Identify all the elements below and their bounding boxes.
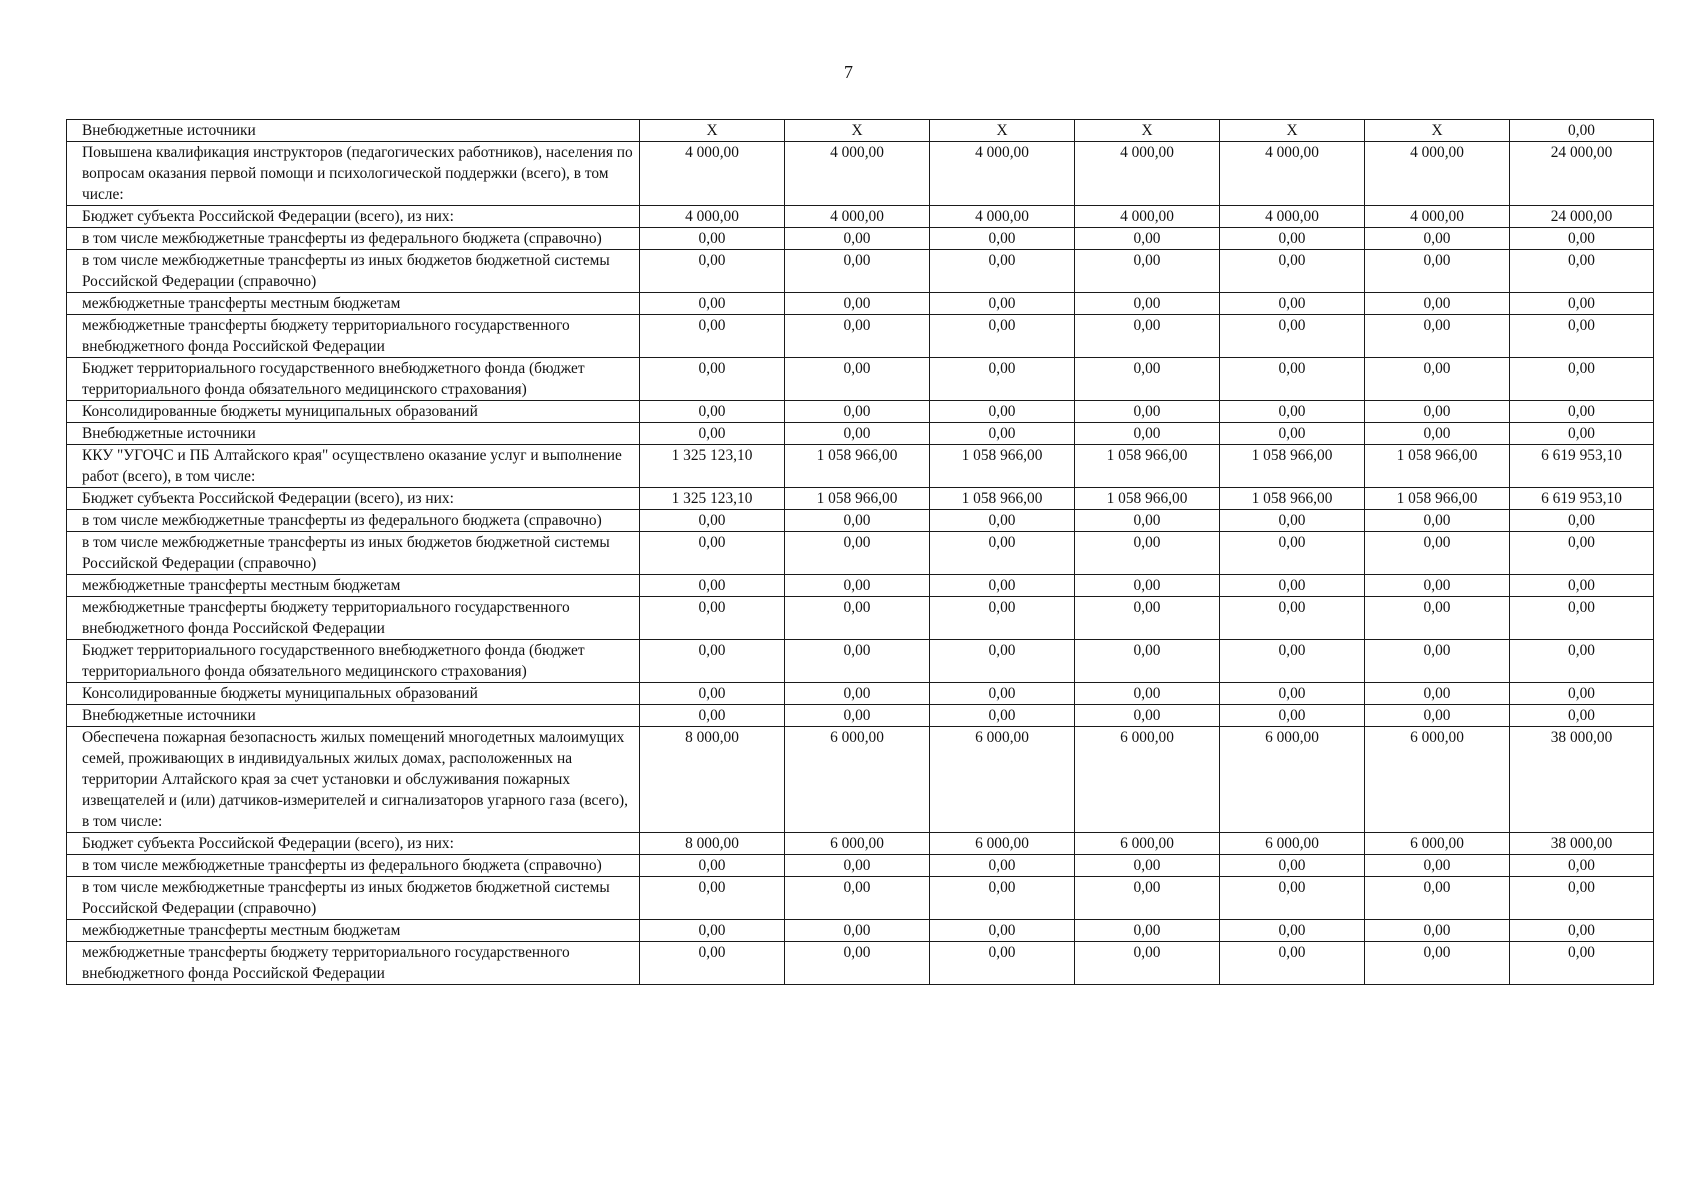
year-value-cell: 0,00	[640, 228, 785, 250]
year-value-cell: 0,00	[1075, 575, 1220, 597]
year-value-cell: 0,00	[785, 315, 930, 358]
year-value-cell: 0,00	[785, 575, 930, 597]
year-value-cell: 1 058 966,00	[1220, 488, 1365, 510]
total-value-cell: 0,00	[1510, 855, 1654, 877]
total-value-cell: 0,00	[1510, 575, 1654, 597]
total-value-cell: 0,00	[1510, 423, 1654, 445]
year-value-cell: 0,00	[1075, 705, 1220, 727]
year-value-cell: 6 000,00	[930, 833, 1075, 855]
year-value-cell: 0,00	[930, 532, 1075, 575]
year-value-cell: 0,00	[1365, 423, 1510, 445]
year-value-cell: 0,00	[785, 855, 930, 877]
year-value-cell: 0,00	[1365, 597, 1510, 640]
total-value-cell: 38 000,00	[1510, 833, 1654, 855]
year-value-cell: 0,00	[1365, 358, 1510, 401]
year-value-cell: 1 058 966,00	[930, 488, 1075, 510]
total-value-cell: 0,00	[1510, 683, 1654, 705]
total-value-cell: 0,00	[1510, 228, 1654, 250]
table-row	[67, 228, 1654, 250]
table-row	[67, 597, 1654, 640]
total-value-cell: 24 000,00	[1510, 142, 1654, 206]
year-value-cell: 4 000,00	[1075, 142, 1220, 206]
year-value-cell: 4 000,00	[1220, 206, 1365, 228]
year-value-cell: 0,00	[930, 228, 1075, 250]
total-value-cell: 0,00	[1510, 532, 1654, 575]
budget-table	[66, 119, 1654, 985]
year-value-cell: 6 000,00	[1075, 833, 1220, 855]
year-value-cell: 0,00	[785, 532, 930, 575]
total-value-cell: 0,00	[1510, 640, 1654, 683]
year-value-cell: 0,00	[930, 705, 1075, 727]
year-value-cell: 0,00	[930, 640, 1075, 683]
year-value-cell: 0,00	[1365, 855, 1510, 877]
year-value-cell: 0,00	[1075, 942, 1220, 985]
total-value-cell: 6 619 953,10	[1510, 488, 1654, 510]
year-value-cell: 0,00	[930, 877, 1075, 920]
year-value-cell: 8 000,00	[640, 727, 785, 833]
year-value-cell: 0,00	[1365, 293, 1510, 315]
year-value-cell: 0,00	[930, 510, 1075, 532]
year-value-cell: 4 000,00	[930, 206, 1075, 228]
year-value-cell: 0,00	[1075, 510, 1220, 532]
year-value-cell: 0,00	[1220, 250, 1365, 293]
row-label: в том числе межбюджетные трансферты из иных бюджетов бюджетной системы Российской Федерации (справочно)	[67, 877, 640, 920]
table-row	[67, 315, 1654, 358]
year-value-cell: 8 000,00	[640, 833, 785, 855]
year-value-cell: 0,00	[1220, 510, 1365, 532]
year-value-cell: 0,00	[785, 683, 930, 705]
year-value-cell: 0,00	[1365, 683, 1510, 705]
year-value-cell: 0,00	[640, 250, 785, 293]
total-value-cell: 0,00	[1510, 877, 1654, 920]
year-value-cell: 0,00	[1075, 401, 1220, 423]
year-value-cell: 0,00	[785, 920, 930, 942]
year-value-cell: 6 000,00	[1075, 727, 1220, 833]
year-value-cell: 0,00	[930, 597, 1075, 640]
year-value-cell: 0,00	[640, 401, 785, 423]
year-value-cell: 1 058 966,00	[785, 445, 930, 488]
year-value-cell: 1 058 966,00	[1075, 445, 1220, 488]
year-value-cell: 0,00	[1220, 293, 1365, 315]
table-row	[67, 510, 1654, 532]
year-value-cell: 0,00	[640, 597, 785, 640]
total-value-cell: 0,00	[1510, 250, 1654, 293]
year-value-cell: 4 000,00	[1075, 206, 1220, 228]
year-value-cell: 0,00	[930, 423, 1075, 445]
year-value-cell: 0,00	[1220, 877, 1365, 920]
year-value-cell: 0,00	[1220, 228, 1365, 250]
total-value-cell: 0,00	[1510, 293, 1654, 315]
row-label: межбюджетные трансферты местным бюджетам	[67, 920, 640, 942]
row-label: в том числе межбюджетные трансферты из федерального бюджета (справочно)	[67, 228, 640, 250]
year-value-cell: 0,00	[930, 401, 1075, 423]
table-row	[67, 920, 1654, 942]
total-value-cell: 0,00	[1510, 358, 1654, 401]
year-value-cell: 0,00	[1365, 510, 1510, 532]
year-value-cell: 1 058 966,00	[1365, 445, 1510, 488]
total-value-cell: 0,00	[1510, 510, 1654, 532]
year-value-cell: 0,00	[930, 575, 1075, 597]
page-number: 7	[844, 62, 853, 82]
year-value-cell: 0,00	[640, 423, 785, 445]
year-value-cell: 0,00	[1220, 683, 1365, 705]
year-value-cell: 0,00	[1075, 358, 1220, 401]
year-value-cell: 0,00	[1220, 705, 1365, 727]
year-value-cell: 0,00	[785, 597, 930, 640]
table-row	[67, 120, 1654, 142]
year-value-cell: 0,00	[1220, 920, 1365, 942]
year-value-cell: 0,00	[640, 315, 785, 358]
total-value-cell: 6 619 953,10	[1510, 445, 1654, 488]
row-label: Бюджет субъекта Российской Федерации (всего), из них:	[67, 488, 640, 510]
table-row	[67, 705, 1654, 727]
year-value-cell: 0,00	[1220, 532, 1365, 575]
table-row	[67, 142, 1654, 206]
year-value-cell: 0,00	[930, 683, 1075, 705]
year-value-cell: 0,00	[1075, 855, 1220, 877]
year-value-cell: 4 000,00	[640, 142, 785, 206]
year-value-cell: 0,00	[785, 705, 930, 727]
year-value-cell: X	[640, 120, 785, 142]
year-value-cell: 4 000,00	[640, 206, 785, 228]
year-value-cell: 1 058 966,00	[1220, 445, 1365, 488]
year-value-cell: 4 000,00	[1220, 142, 1365, 206]
year-value-cell: 0,00	[1220, 423, 1365, 445]
table-row	[67, 358, 1654, 401]
year-value-cell: 0,00	[785, 423, 930, 445]
year-value-cell: 0,00	[1220, 597, 1365, 640]
year-value-cell: 0,00	[1220, 855, 1365, 877]
row-label: Внебюджетные источники	[67, 120, 640, 142]
year-value-cell: 0,00	[1075, 532, 1220, 575]
table-row	[67, 833, 1654, 855]
year-value-cell: 1 058 966,00	[930, 445, 1075, 488]
total-value-cell: 0,00	[1510, 401, 1654, 423]
table-row	[67, 293, 1654, 315]
total-value-cell: 0,00	[1510, 705, 1654, 727]
year-value-cell: 0,00	[1365, 920, 1510, 942]
year-value-cell: X	[1365, 120, 1510, 142]
table-row	[67, 855, 1654, 877]
year-value-cell: X	[1075, 120, 1220, 142]
year-value-cell: 0,00	[640, 510, 785, 532]
total-value-cell: 0,00	[1510, 597, 1654, 640]
year-value-cell: 0,00	[640, 293, 785, 315]
table-row	[67, 532, 1654, 575]
row-label: Внебюджетные источники	[67, 705, 640, 727]
year-value-cell: 0,00	[930, 855, 1075, 877]
year-value-cell: 0,00	[785, 250, 930, 293]
year-value-cell: 1 058 966,00	[1365, 488, 1510, 510]
table-row	[67, 727, 1654, 833]
year-value-cell: 6 000,00	[785, 833, 930, 855]
year-value-cell: 0,00	[1075, 877, 1220, 920]
year-value-cell: 0,00	[930, 250, 1075, 293]
row-label: Консолидированные бюджеты муниципальных образований	[67, 401, 640, 423]
row-label: Обеспечена пожарная безопасность жилых помещений многодетных малоимущих семей, проживающих в индивидуальных жилых домах, расположенных на территории Алтайского края за счет установки и обслуживания пожарных извещателей и (или) датчиков-измерителей и сигнализаторов угарного газа (всего), в том числе:	[67, 727, 640, 833]
year-value-cell: 0,00	[1075, 228, 1220, 250]
year-value-cell: 0,00	[640, 855, 785, 877]
year-value-cell: 4 000,00	[1365, 142, 1510, 206]
total-value-cell: 38 000,00	[1510, 727, 1654, 833]
year-value-cell: 0,00	[1220, 315, 1365, 358]
row-label: ККУ "УГОЧС и ПБ Алтайского края" осуществлено оказание услуг и выполнение работ (всего), в том числе:	[67, 445, 640, 488]
year-value-cell: 0,00	[1365, 877, 1510, 920]
year-value-cell: 6 000,00	[1365, 727, 1510, 833]
year-value-cell: 6 000,00	[1220, 727, 1365, 833]
year-value-cell: 6 000,00	[1365, 833, 1510, 855]
year-value-cell: 0,00	[640, 358, 785, 401]
total-value-cell: 0,00	[1510, 942, 1654, 985]
year-value-cell: 0,00	[1075, 920, 1220, 942]
row-label: Повышена квалификация инструкторов (педагогических работников), населения по вопросам оказания первой помощи и психологической поддержки (всего), в том числе:	[67, 142, 640, 206]
year-value-cell: 4 000,00	[785, 206, 930, 228]
row-label: в том числе межбюджетные трансферты из иных бюджетов бюджетной системы Российской Федерации (справочно)	[67, 532, 640, 575]
year-value-cell: 0,00	[785, 942, 930, 985]
year-value-cell: X	[930, 120, 1075, 142]
table-row	[67, 877, 1654, 920]
table-row	[67, 445, 1654, 488]
year-value-cell: 0,00	[785, 877, 930, 920]
year-value-cell: 1 325 123,10	[640, 445, 785, 488]
year-value-cell: 0,00	[1365, 401, 1510, 423]
year-value-cell: 0,00	[1075, 315, 1220, 358]
year-value-cell: 0,00	[1075, 683, 1220, 705]
total-value-cell: 0,00	[1510, 315, 1654, 358]
year-value-cell: 0,00	[1075, 597, 1220, 640]
year-value-cell: 4 000,00	[1365, 206, 1510, 228]
year-value-cell: 1 325 123,10	[640, 488, 785, 510]
year-value-cell: 0,00	[785, 293, 930, 315]
year-value-cell: 0,00	[1365, 315, 1510, 358]
year-value-cell: 0,00	[1365, 575, 1510, 597]
row-label: Бюджет субъекта Российской Федерации (всего), из них:	[67, 833, 640, 855]
total-value-cell: 24 000,00	[1510, 206, 1654, 228]
year-value-cell: 1 058 966,00	[785, 488, 930, 510]
year-value-cell: 0,00	[785, 510, 930, 532]
year-value-cell: 0,00	[1220, 640, 1365, 683]
table-row	[67, 206, 1654, 228]
table-row	[67, 575, 1654, 597]
year-value-cell: 0,00	[785, 640, 930, 683]
year-value-cell: 0,00	[640, 877, 785, 920]
table-row	[67, 250, 1654, 293]
row-label: межбюджетные трансферты бюджету территориального государственного внебюджетного фонда Российской Федерации	[67, 597, 640, 640]
table-row	[67, 683, 1654, 705]
row-label: межбюджетные трансферты местным бюджетам	[67, 293, 640, 315]
year-value-cell: 0,00	[1220, 942, 1365, 985]
year-value-cell: 0,00	[930, 942, 1075, 985]
year-value-cell: 0,00	[1075, 640, 1220, 683]
row-label: межбюджетные трансферты бюджету территориального государственного внебюджетного фонда Российской Федерации	[67, 315, 640, 358]
year-value-cell: X	[785, 120, 930, 142]
year-value-cell: 0,00	[640, 575, 785, 597]
year-value-cell: 4 000,00	[785, 142, 930, 206]
year-value-cell: 0,00	[785, 228, 930, 250]
year-value-cell: 0,00	[930, 920, 1075, 942]
year-value-cell: 0,00	[1365, 705, 1510, 727]
year-value-cell: 0,00	[1365, 228, 1510, 250]
total-value-cell: 0,00	[1510, 920, 1654, 942]
row-label: в том числе межбюджетные трансферты из федерального бюджета (справочно)	[67, 855, 640, 877]
row-label: Бюджет субъекта Российской Федерации (всего), из них:	[67, 206, 640, 228]
year-value-cell: X	[1220, 120, 1365, 142]
year-value-cell: 0,00	[640, 683, 785, 705]
table-row	[67, 401, 1654, 423]
year-value-cell: 0,00	[1365, 250, 1510, 293]
year-value-cell: 0,00	[785, 358, 930, 401]
row-label: Консолидированные бюджеты муниципальных образований	[67, 683, 640, 705]
year-value-cell: 0,00	[640, 942, 785, 985]
year-value-cell: 0,00	[1365, 942, 1510, 985]
year-value-cell: 1 058 966,00	[1075, 488, 1220, 510]
row-label: Внебюджетные источники	[67, 423, 640, 445]
year-value-cell: 0,00	[1365, 532, 1510, 575]
year-value-cell: 0,00	[640, 532, 785, 575]
row-label: Бюджет территориального государственного внебюджетного фонда (бюджет территориального фонда обязательного медицинского страхования)	[67, 358, 640, 401]
year-value-cell: 0,00	[1075, 423, 1220, 445]
row-label: Бюджет территориального государственного внебюджетного фонда (бюджет территориального фонда обязательного медицинского страхования)	[67, 640, 640, 683]
year-value-cell: 6 000,00	[930, 727, 1075, 833]
year-value-cell: 0,00	[930, 358, 1075, 401]
year-value-cell: 6 000,00	[1220, 833, 1365, 855]
row-label: межбюджетные трансферты бюджету территориального государственного внебюджетного фонда Российской Федерации	[67, 942, 640, 985]
year-value-cell: 0,00	[640, 920, 785, 942]
year-value-cell: 0,00	[1220, 358, 1365, 401]
year-value-cell: 4 000,00	[930, 142, 1075, 206]
table-row	[67, 423, 1654, 445]
year-value-cell: 0,00	[785, 401, 930, 423]
year-value-cell: 0,00	[1075, 293, 1220, 315]
table-row	[67, 640, 1654, 683]
year-value-cell: 0,00	[930, 315, 1075, 358]
year-value-cell: 0,00	[1220, 401, 1365, 423]
row-label: межбюджетные трансферты местным бюджетам	[67, 575, 640, 597]
total-value-cell: 0,00	[1510, 120, 1654, 142]
year-value-cell: 0,00	[640, 640, 785, 683]
year-value-cell: 0,00	[1075, 250, 1220, 293]
table-row	[67, 488, 1654, 510]
table-row	[67, 942, 1654, 985]
year-value-cell: 0,00	[1365, 640, 1510, 683]
year-value-cell: 0,00	[930, 293, 1075, 315]
row-label: в том числе межбюджетные трансферты из иных бюджетов бюджетной системы Российской Федерации (справочно)	[67, 250, 640, 293]
year-value-cell: 0,00	[640, 705, 785, 727]
row-label: в том числе межбюджетные трансферты из федерального бюджета (справочно)	[67, 510, 640, 532]
year-value-cell: 6 000,00	[785, 727, 930, 833]
budget-table-body	[67, 120, 1654, 985]
year-value-cell: 0,00	[1220, 575, 1365, 597]
